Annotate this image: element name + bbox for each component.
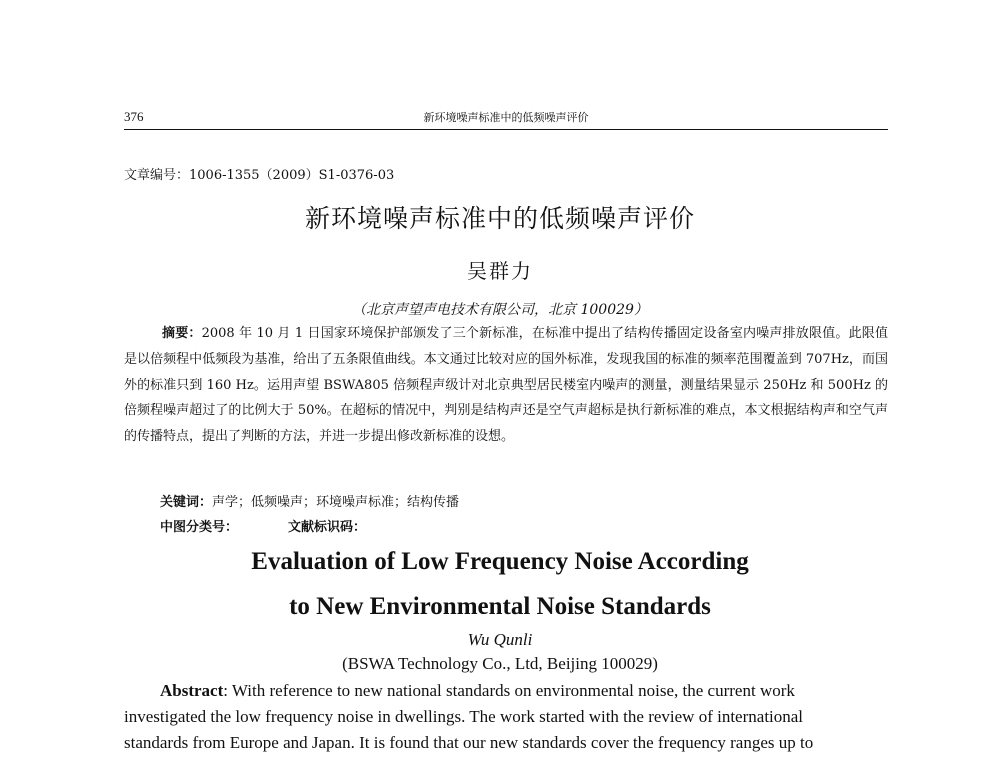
cn-classification xyxy=(160,516,366,535)
cn-abstract-text: 2008 年 10 月 1 日国家环境保护部颁发了三个新标准，在标准中提出了结构传播固定设备室内噪声排放限值。此限值是以倍频程中低频段为基准，给出了五条限值曲线。本文通过比较对应的国外标准，发现我国的标准的频率范围覆盖到 707Hz，而国外的标准只到 160 Hz。运用声望 BSWA805 倍频程声级计对北京典型居民楼室内噪声的测量，测量结果显示 250Hz 和 500Hz 的倍频程噪声超过了的比例大于 50%。在超标的情况中，判别是结构声还是空气声超标是执行新标准的难点，本文根据结构声和空气声的传播特点，提出了判断的方法，并进一步提出修改新标准的设想。 xyxy=(124,326,888,445)
cn-doc-code-label: 文献标识码： xyxy=(288,520,367,535)
article-id: 文章编号：1006-1355（2009）S1-0376-03 xyxy=(124,168,395,183)
cn-keywords xyxy=(160,491,459,510)
en-abstract-line2: investigated the low frequency noise in dwellings. The work started with the review of international xyxy=(124,707,804,726)
en-title-line2: to New Environmental Noise Standards xyxy=(289,593,711,620)
cn-keywords-text: 声学；低频噪声；环境噪声标准；结构传播 xyxy=(212,495,460,510)
en-affiliation: (BSWA Technology Co., Ltd, Beijing 100029) xyxy=(342,654,658,673)
cn-abstract xyxy=(124,321,888,450)
en-abstract-line1 xyxy=(124,681,888,705)
cn-author: 吴群力 xyxy=(467,259,533,283)
en-title-line1: Evaluation of Low Frequency Noise According xyxy=(251,548,749,575)
cn-keywords-label: 关键词： xyxy=(160,495,213,510)
cn-abstract-label: 摘要： xyxy=(162,326,202,341)
running-title: 新环境噪声标准中的低频噪声评价 xyxy=(423,111,589,124)
en-abstract-line3: standards from Europe and Japan. It is found that our new standards cover the frequency ranges up to xyxy=(124,733,814,752)
en-author: Wu Qunli xyxy=(467,630,533,649)
cn-affiliation: （北京声望声电技术有限公司，北京 100029） xyxy=(352,302,648,318)
cn-title: 新环境噪声标准中的低频噪声评价 xyxy=(304,204,695,233)
page-number: 376 xyxy=(124,109,144,124)
cn-class-label: 中图分类号： xyxy=(160,520,239,535)
running-header xyxy=(124,107,888,130)
en-abstract-text1: : With reference to new national standards on environmental noise, the current work xyxy=(223,681,795,700)
en-abstract-label: Abstract xyxy=(160,681,224,700)
